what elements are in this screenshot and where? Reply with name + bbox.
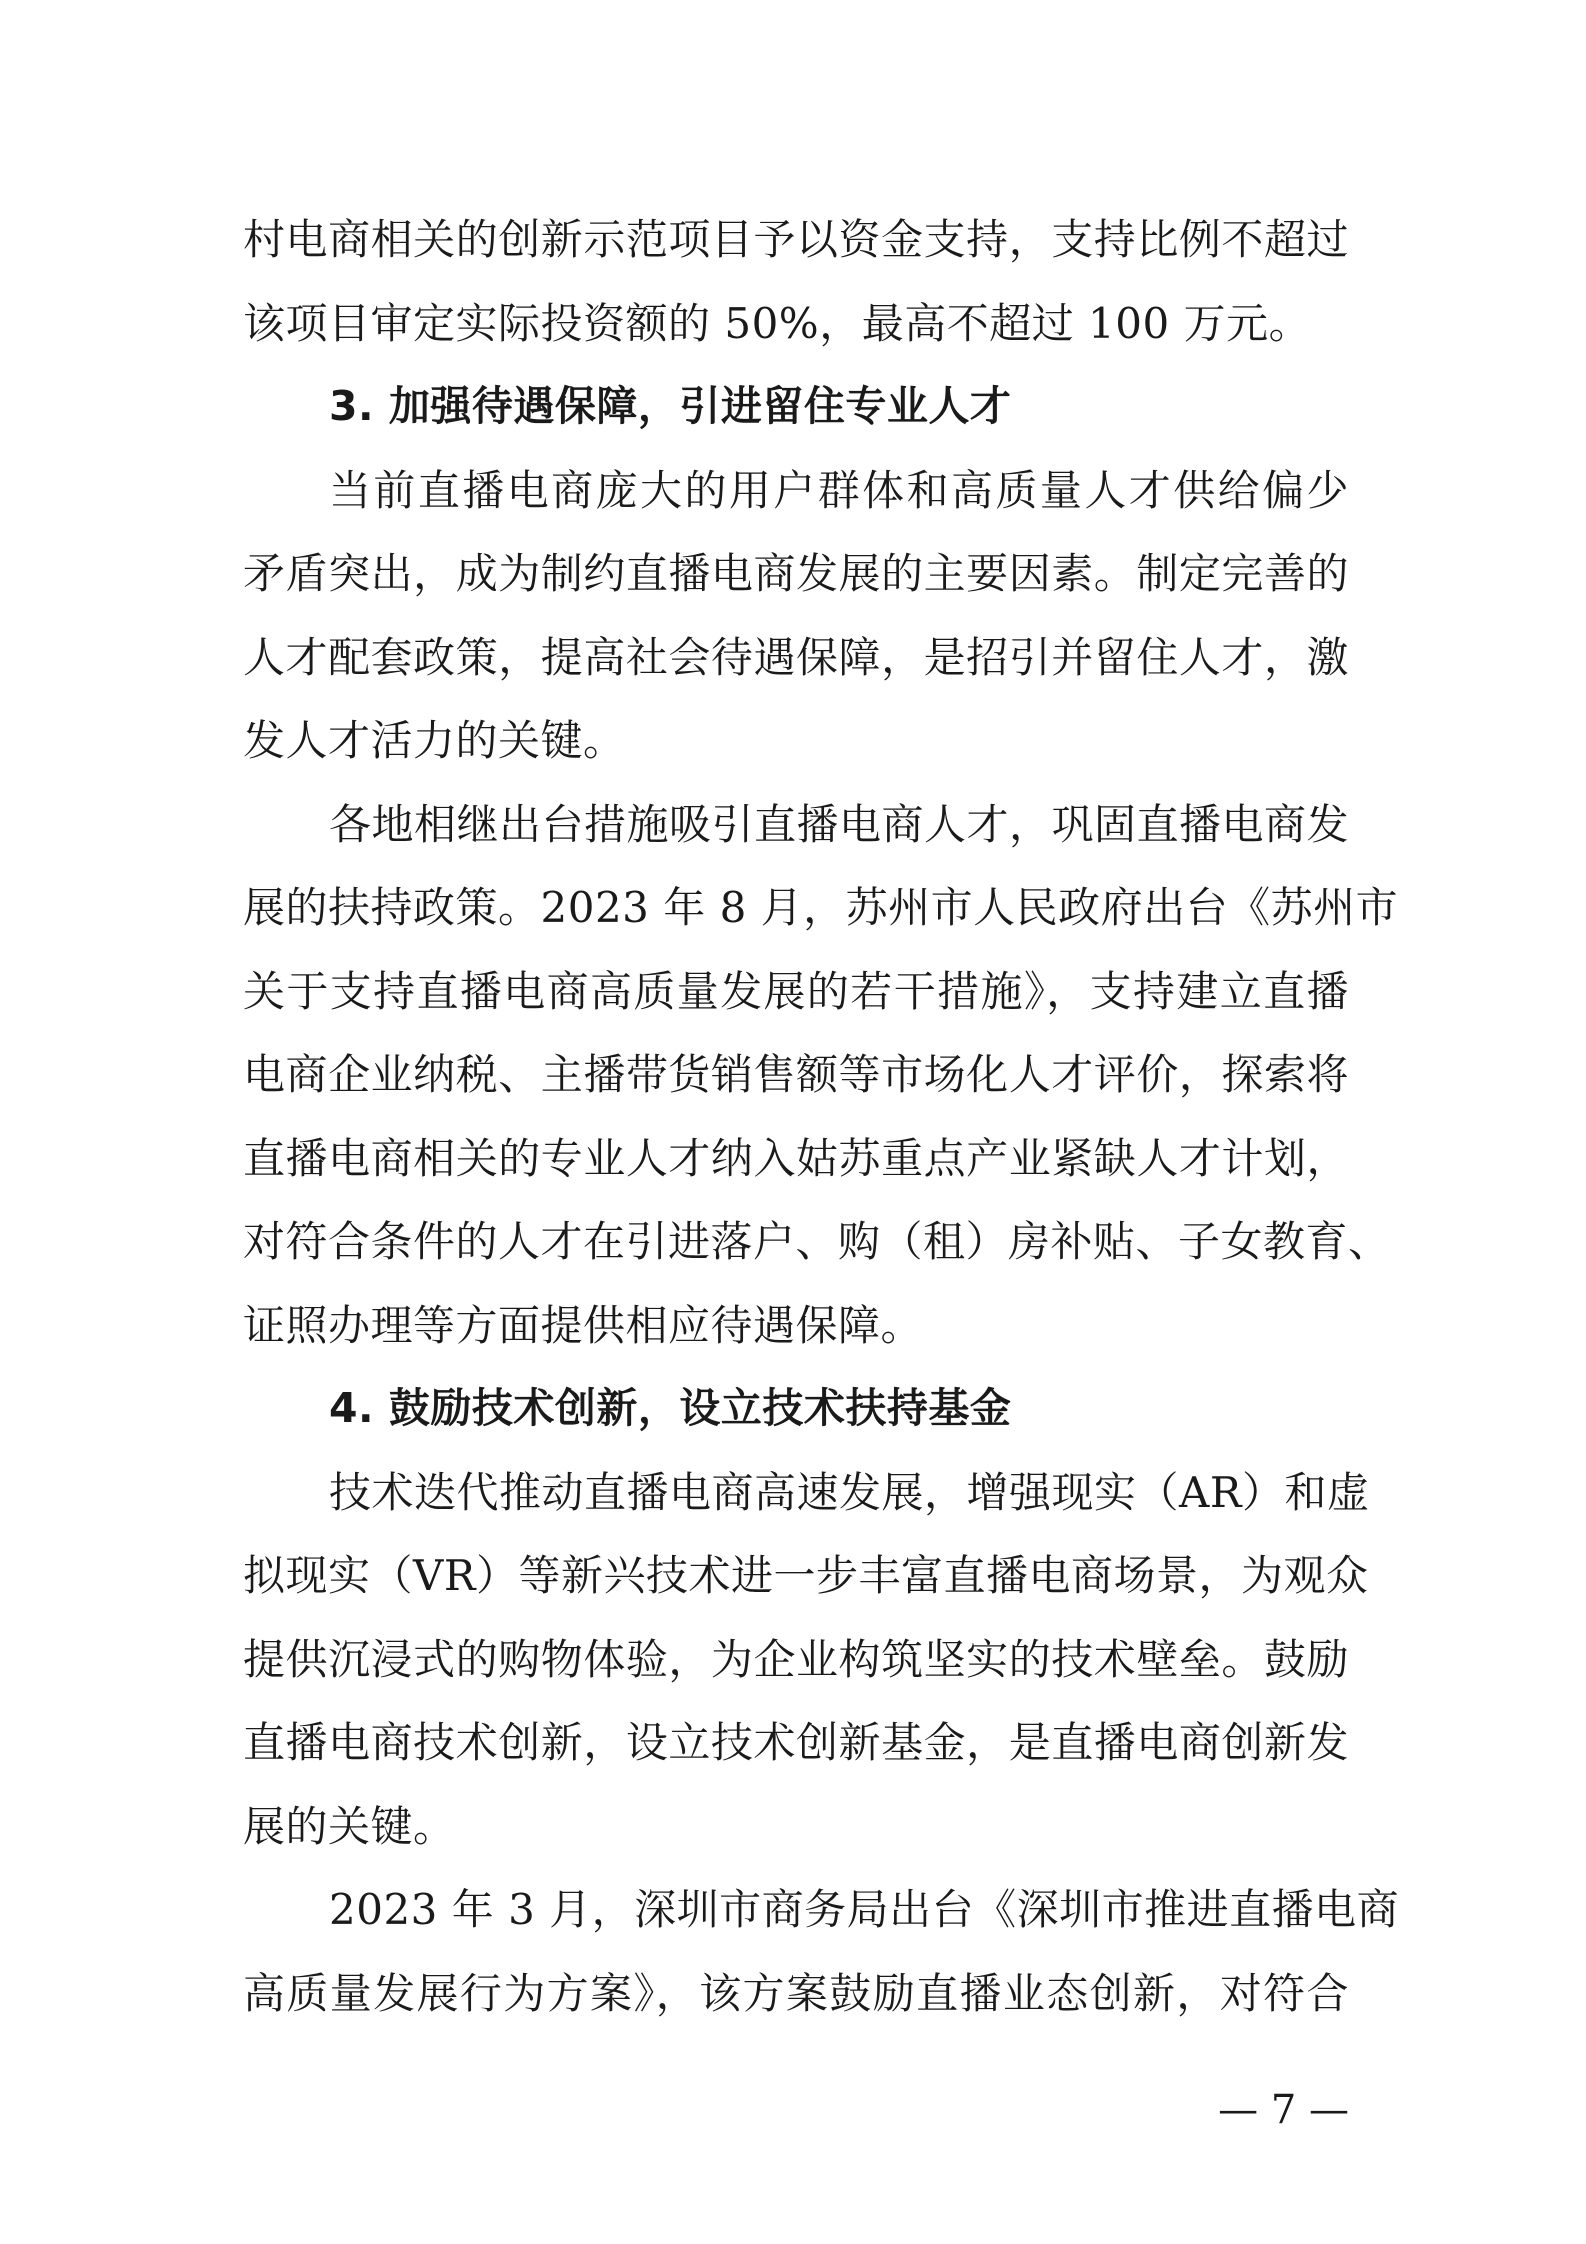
section-heading-3: 3. 加强待遇保障，引进留住专业人才 xyxy=(329,382,1012,430)
paragraph-first-line: 技术迭代推动直播电商高速发展，增强现实（AR）和虚 xyxy=(329,1467,1370,1517)
text-line: 矛盾突出，成为制约直播电商发展的主要因素。制定完善的 xyxy=(243,549,1349,598)
text-line: 证照办理等方面提供相应待遇保障。 xyxy=(243,1300,924,1350)
text-line: 电商企业纳税、主播带货销售额等市场化人才评价，探索将 xyxy=(243,1050,1349,1099)
text-line: 提供沉浸式的购物体验，为企业构筑坚实的技术壁垒。鼓励 xyxy=(243,1634,1349,1684)
text-line: 展的关键。 xyxy=(243,1801,456,1851)
text-line: 该项目审定实际投资额的 50%，最高不超过 100 万元。 xyxy=(243,298,1312,348)
document-body xyxy=(243,198,1400,2035)
text-line: 发人才活力的关键。 xyxy=(243,716,626,765)
section-heading-4: 4. 鼓励技术创新，设立技术扶持基金 xyxy=(329,1384,1012,1432)
text-line: 对符合条件的人才在引进落户、购（租）房补贴、子女教育、 xyxy=(243,1217,1391,1266)
text-line: 村电商相关的创新示范项目予以资金支持，支持比例不超过 xyxy=(243,215,1349,264)
text-line: 拟现实（VR）等新兴技术进一步丰富直播电商场景，为观众 xyxy=(243,1551,1369,1600)
text-line: 关于支持直播电商高质量发展的若干措施》，支持建立直播 xyxy=(243,966,1349,1016)
paragraph-first-line: 2023 年 3 月，深圳市商务局出台《深圳市推进直播电商 xyxy=(329,1885,1400,1934)
paragraph-first-line: 各地相继出台措施吸引直播电商人才，巩固直播电商发 xyxy=(329,799,1350,849)
text-line: 高质量发展行为方案》，该方案鼓励直播业态创新，对符合 xyxy=(243,1968,1349,2018)
text-line: 展的扶持政策。2023 年 8 月，苏州市人民政府出台《苏州市 xyxy=(243,883,1399,932)
paragraph-first-line: 当前直播电商庞大的用户群体和高质量人才供给偏少 xyxy=(329,465,1349,515)
text-line: 直播电商技术创新，设立技术创新基金，是直播电商创新发 xyxy=(243,1718,1349,1767)
text-line: 人才配套政策，提高社会待遇保障，是招引并留住人才，激 xyxy=(243,632,1349,682)
page-number: — 7 — xyxy=(1218,2087,1349,2133)
text-line: 直播电商相关的专业人才纳入姑苏重点产业紧缺人才计划， xyxy=(243,1133,1349,1183)
